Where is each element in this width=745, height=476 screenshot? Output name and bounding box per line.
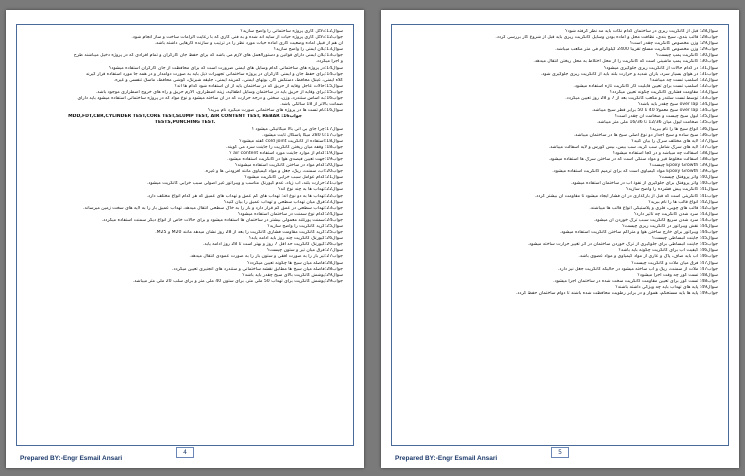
text-line: جواب16:به اساس ستندرد، وزن، سختی و درجه حرارت که در آن ساخته میشود و نوع مواد که در پروژه ساختمانی استفاده میشود باید دارای bbox=[77, 96, 343, 102]
text-line: جواب19:جهت تعیین فیصدی هوا در کانکریت استفاده میشود. bbox=[227, 156, 343, 162]
text-line: جواب47: ملات از سمنت، ریگ و آب ساخته میشود در حالیکه کانکریت جغل نیز دارد. bbox=[557, 266, 718, 272]
text-line: جواب20:آب، سمنت، ریگ، جغل و مواد کیمیاوی مانند افزودنی ها و غیره. bbox=[204, 169, 343, 175]
text-line: سوال43: سرد شدن کانکریت چه تاثیر دارد؟ bbox=[633, 211, 718, 217]
text-line: جواب13:بلان ایمنی دارای قوانین و دستورالعمل های لازم می باشد که برای حفظ جان کارگران و تمام افرادی که در پروژه دخیل میباشند طرح bbox=[73, 53, 343, 59]
text-line: جواب29:پوشش کانکریت برای تهداب 50 ملی متر، برای ستون 40 ملی متر و برای سلب 20 ملی متر میباشد. bbox=[132, 278, 343, 284]
page-text-block bbox=[402, 29, 718, 441]
text-line: سوال35: لیول سیخ چیست و ضخامت آن چقدر است؟ bbox=[614, 114, 718, 120]
text-line: جواب48: تست کور برای تعیین مقاومت کانکریت سخت شده در ساختمان اجرا میشود. bbox=[553, 278, 718, 284]
text-line: جواب18: وقفه میان ریختن کانکریت را جاینت سرد می گویند. bbox=[226, 144, 343, 150]
text-line: سوال19:کدام از موارد جاینت مورد استفاده air content ؟ bbox=[229, 150, 343, 156]
text-line: و اجرا میگردد. bbox=[315, 59, 343, 65]
text-line: سوال25:گرید کانکریت را واضح سازید؟ bbox=[267, 224, 343, 229]
page-border-frame bbox=[391, 24, 729, 446]
text-line: سوال13:بلان ایمنی را واضح سازید؟ bbox=[273, 47, 343, 53]
text-line: MDD,FDT,CBR,CYLINDER TEST,CORE TEST,SLUMP TEST, AIR CONTENT TEST, REBAR :جواب16 bbox=[68, 114, 302, 120]
text-line: سوال47: فرق میان ملات و کانکریت چیست؟ bbox=[631, 260, 718, 266]
text-line: جواب27:تیر بار را به صورت افقی و ستون بار را به صورت عمودی انتقال میدهد. bbox=[189, 254, 343, 260]
page-footer: Prepared BY:-Engr Esmail Ansari bbox=[20, 455, 123, 462]
text-line: سوال28:فاصله میان سیخ ها چگونه تعیین میگردد؟ bbox=[247, 260, 343, 266]
page-number: 4 bbox=[176, 447, 194, 458]
text-line: جواب31: در هوای بسیار سرد، باران شدید و حرارت بلند باید از کانکریت ریزی جلوگیری شود. bbox=[540, 71, 718, 77]
text-line: سوال36: انواع سیخ ها را نام ببرید؟ bbox=[649, 126, 718, 132]
page-number: 5 bbox=[551, 447, 569, 458]
text-line: جواب32: اسلمپ تست برای تعیین قابلیت کار کانکریت تازه استفاده میشود. bbox=[573, 83, 718, 89]
text-line: جواب24:سمنت پورتلند معمولی بیشتر در ساختمان ها استفاده میشود و برای حالات خاص از انواع دیگر سمنت استفاده میگردد. bbox=[101, 217, 343, 223]
text-line: سوال16:نام تست ها در پروژه های ساختمانی صورت میگیرد نام ببرید؟ bbox=[207, 108, 343, 114]
text-line: سوال27:فرق میان تیر و ستون چیست؟ bbox=[266, 248, 343, 254]
text-line: TESTS,PUNCHING TEST. bbox=[154, 120, 216, 126]
text-line: سوال22:تهداب ها به چند نوع اند؟ bbox=[278, 187, 343, 193]
text-line: جواب36: سیخ ساده و سیخ آجدار دو نوع اصلی سیخ ها در ساختمان میباشد. bbox=[573, 132, 718, 138]
text-line: جواب39: Epoxy Growth مواد کیمیاوی است که برای ترمیم کانکریت استفاده میشود. bbox=[552, 169, 718, 175]
text-line: جواب14:برای حفظ جان و ایمنی کارگران در پروژه ساختمانی تجهیزات ذیل باید به صورت دوامدار و در همه جا مورد استفاده قرار گیرند bbox=[85, 71, 343, 77]
text-line: سوال23:فرق میان تهداب سطحی و تهداب عمیق را بیان کنید؟ bbox=[223, 199, 343, 205]
text-line: سوال12:دلائل کاری پروژه ساختمانی را واضح سازید؟ bbox=[240, 29, 343, 34]
page-border-frame bbox=[16, 24, 354, 446]
text-line: جواب28:فاصله میان سیخ ها مطابق نقشه ساختمانی و ستندرد های انجنیری تعیین میگردد. bbox=[171, 266, 343, 272]
text-line: سوال41: کانکریت پیش فشرده را واضح سازید؟ bbox=[626, 187, 718, 193]
text-line: سوال40: واتر پروفنگ چیست؟ bbox=[659, 175, 718, 181]
text-line: جواب21:حرارت بلند، آب زیاد، عدم کیورنگ مناسب و ویبراتور غیر اصولی سبب خرابی کانکریت میشود. bbox=[146, 181, 343, 187]
text-line: جواب38: اسفالت مخلوط قیر و مواد سنگی است که در ساختن سرک ها استفاده میشود. bbox=[548, 156, 718, 162]
text-line: سوال32: اسلمپ تست چه میباشد؟ bbox=[649, 77, 718, 83]
text-line: سوال30: کانکریت پمپ چیست؟ bbox=[655, 53, 718, 59]
text-line: جواب44: ویبراتور برای خارج ساختن هوا و متراکم ساختن کانکریت استفاده میشود. bbox=[559, 230, 718, 236]
page-footer: Prepared BY:-Engr Esmail Ansari bbox=[395, 455, 498, 462]
text-line: جواب30: کانکریت پمپ ماشینی است که کانکریت را از محل اختلاط به محل ریختن انتقال میدهد. bbox=[533, 59, 718, 65]
text-line: جواب22:تهداب ها به دو نوع اند: تهداب های کم عمق و تهداب های عمیق که هر کدام انواع مختلف دارد. bbox=[146, 193, 343, 199]
text-line: جواب34: over lap سیخ معمولاً 40 تا 50 برابر قطر سیخ میباشد. bbox=[591, 108, 718, 114]
text-line: سوال15:حالات عاجل وقایه از حریق که در ساختمان باید از آن استفاده شود کدام ها اند؟ bbox=[174, 83, 343, 89]
text-line: جواب17:تا 280 میگا پاسکال ثابت میشود. bbox=[262, 132, 343, 138]
text-line: سوال28: قبل از کانکریت ریزی در ساختمان کدام نکات باید مد نظر گرفته شود؟ bbox=[565, 29, 718, 34]
text-line: سوال18:استفاده از کانکریت cold joint گفته میشود؟ bbox=[239, 138, 343, 144]
text-line: سوال33: مقاومت فشاری کانکریت چگونه تعیین میگردد؟ bbox=[609, 89, 718, 95]
text-line: جواب12:دلائل کاری پروژه حیات از سایه اند شده و به فنی کاری که با رعایت الزامات ساخت و ساز انجام شود. bbox=[131, 35, 343, 41]
text-line: سوال14:در پروژه های ساختمانی کدام وسایل های ایمنی ضرورت است که برای محافظت از جان کارگران استفاده میشود؟ bbox=[108, 65, 343, 71]
text-line: سوال48: تست کور چه وقت اجرا میشود؟ bbox=[637, 272, 718, 278]
text-line: جواب26:کیورنگ کانکریت حد اقل 7 روز و بهتر است تا 28 روز ادامه یابد. bbox=[202, 242, 343, 248]
text-line: جواب46: آب باید صاف، پاک و عاری از مواد کیمیاوی و مواد عضوی باشد. bbox=[578, 254, 718, 260]
text-line: جواب35: ضخامت لیول میان 12/36 تا 16/36 ملی متر میباشد. bbox=[596, 120, 718, 126]
text-line: جواب37: لایه های سرک شامل سب گرید، سب بیس، بیس کورس و لایه اسفالت میباشد. bbox=[548, 144, 718, 150]
text-line: سوال31: در کدام حالات از کانکریت ریزی جلوگیری میشود؟ bbox=[603, 65, 718, 71]
text-line: جواب45: جاینت انبساطی برای جلوگیری از ترک خوردن ساختمان در اثر تغییر حرارت ساخته میشود. bbox=[527, 242, 718, 248]
text-line: سوال49: پایه های تهداب باید چه ویژگی داشته باشند؟ bbox=[615, 284, 718, 290]
text-line: سوال21:کدام عوامل سبب خرابی کانکریت میشود؟ bbox=[244, 175, 343, 181]
text-line: ضمانت بالاتر از 18 سالگی باشد. bbox=[280, 102, 343, 108]
text-line: سوال24:کدام نوع سمنت در ساختمان استفاده میشود؟ bbox=[237, 211, 343, 217]
text-line: سوال29: وزن مخصوص کانکریت چقدر است؟ bbox=[629, 41, 718, 47]
text-line: سوال45: جاینت انبساطی چیست؟ bbox=[651, 236, 718, 242]
text-line: سوال26:کیورنگ کانکریت چند روز باید ادامه یابد؟ bbox=[248, 236, 343, 242]
text-line: جواب33: توسط تست سلندر و مکعب کانکریت بعد از 7 و 28 روز تعیین میگردد. bbox=[565, 96, 718, 102]
text-line: سوال29:پوشش کانکریت بالای سیخ چقدر باید باشد؟ bbox=[242, 272, 343, 278]
text-line: سوال37: لایه های مختلف سرک را بیان کنید؟ bbox=[631, 138, 718, 144]
text-line: آن هم از قبیل آماده وضعیت کاری آماده حیات مورد نظر را در ترتیب و سازنده کارهایی داشته باشد. bbox=[154, 41, 343, 47]
text-line: جواب23:تهداب سطحی در عمق کم قرار دارد و بار را به خاک سطحی انتقال میدهد، تهداب عمیق بار را به لایه های سخت زمین میرساند. bbox=[83, 205, 343, 211]
text-line: جواب40: واتر پروفنگ برای جلوگیری از نفوذ آب در ساختمان استفاده میشود. bbox=[570, 181, 718, 187]
text-line: سوال46: کیفیت آب برای کانکریت چگونه باید باشد؟ bbox=[618, 248, 718, 254]
text-line: سوال44: نقش ویبراتور در کانکریت ریزی چیست؟ bbox=[622, 224, 718, 229]
text-line: کلاه ایمنی، عینک محافظ، دستکش کار، بوتهای ایمنی، کمربند ایمنی، جلیقه شبرنگ، گوشی محافظ، ماسک تنفسی و غیره. bbox=[113, 77, 343, 83]
text-line: جواب49: پایه ها باید مستحکم، هموار و در برابر رطوبت محافظت شده باشند تا دوام ساختمان حفظ گردد. bbox=[515, 291, 718, 297]
text-line: جواب28: قالب بندی، سیخ بندی، نظافت محل و آماده بودن وسایل کانکریت ریزی باید قبل از شروع کار بررسی گردد. bbox=[495, 35, 718, 41]
document-page-left bbox=[6, 10, 364, 468]
text-line: جواب15:برای وقایه از حریق باید در ساختمان وسایل اطفائیه، زینه اضطراری، آلارم حریق و راه های خروج اضطراری موجود باشد. bbox=[95, 89, 343, 95]
text-line: سوال38: اسفالت چه میباشد و در کجا استفاده میشود؟ bbox=[612, 150, 718, 156]
text-line: سوال34: over lap سیخ چقدر باید باشد؟ bbox=[637, 102, 718, 108]
text-line: سوال20:کدام مواد در ساختن کانکریت استفاده میشوند؟ bbox=[235, 163, 343, 169]
text-line: جواب41: کانکریتی است که قبل از بارگذاری در آن فشار ایجاد میشود تا مقاومت آن بیشتر گردد. bbox=[534, 193, 718, 199]
text-line: جواب29: وزن مخصوص کانکریت مسلح تقریباً 2400 کیلوگرام فی متر مکعب میباشد. bbox=[555, 47, 718, 53]
page-text-block bbox=[27, 29, 343, 441]
text-line: سوال17:چرا جای بی انی بالا میکانیکی میشود ؟ bbox=[251, 126, 343, 132]
document-page-right bbox=[381, 10, 739, 468]
text-line: جواب43: سرد شدن سریع کانکریت سبب ترک خوردن آن میشود. bbox=[593, 217, 718, 223]
text-line: سوال39: Epoxy Growth چیست؟ bbox=[649, 163, 718, 169]
text-line: سوال42: انواع قالب ها را نام ببرید؟ bbox=[648, 199, 718, 205]
text-line: جواب25:گرید کانکریت مقاومت فشاری کانکریت را بعد از 28 روز نشان میدهد مانند M20 و M25. bbox=[155, 230, 343, 236]
text-line: جواب42: قالب های چوبی، فلزی و پلاستیکی انواع قالب ها میباشند. bbox=[589, 205, 718, 211]
